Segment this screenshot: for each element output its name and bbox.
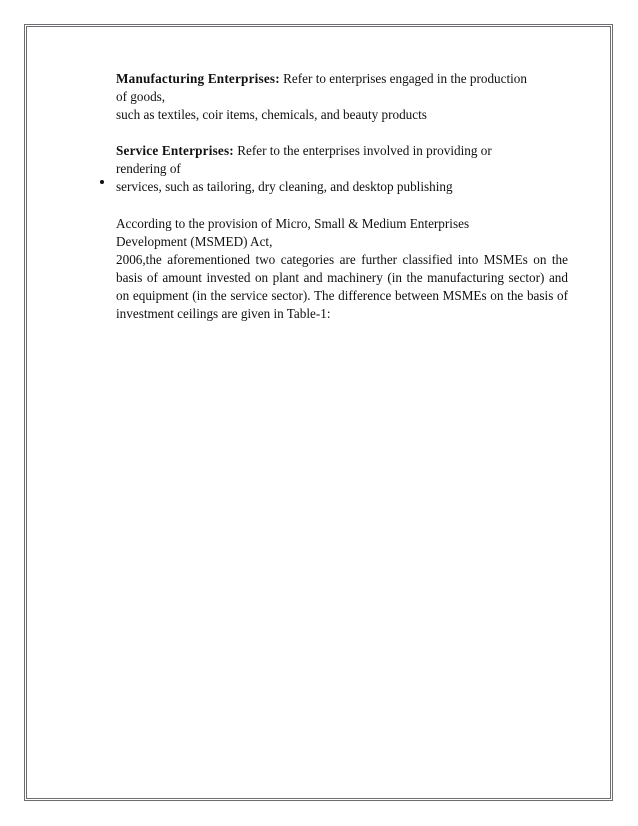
manufacturing-line-1 (116, 70, 568, 88)
document-body (116, 70, 568, 323)
service-line-1-text: Refer to the enterprises involved in providing or (233, 143, 492, 159)
manufacturing-enterprises-label: Manufacturing Enterprises: (116, 71, 280, 86)
bullet-icon (100, 180, 104, 184)
manufacturing-line-3: such as textiles, coir items, chemicals, and beauty products (116, 107, 427, 123)
msmed-body-text: 2006,the aforementioned two categories are further classified into MSMEs on the basis of amount invested on plant and machinery (in the manufacturing sector) and on equipment (in the service sector). The difference between MSMEs on the basis of investment ceilings are given in Table-1: (116, 251, 568, 322)
manufacturing-line-1-text: Refer to enterprises engaged in the production (279, 71, 527, 86)
msmed-line-1-text: According to the provision of Micro, Small & Medium Enterprises (116, 215, 470, 231)
page-sheet (24, 24, 613, 801)
service-line-2: rendering of (116, 161, 181, 177)
paragraph-manufacturing-enterprises (116, 70, 568, 124)
service-bullet-text: services, such as tailoring, dry cleaning, and desktop publishing (116, 179, 453, 195)
service-enterprises-label: Service Enterprises: (116, 143, 234, 159)
manufacturing-line-2: of goods, (116, 89, 166, 105)
msmed-line-1 (116, 215, 568, 233)
service-bullet-list-item (116, 178, 568, 196)
msmed-line-2: Development (MSMED) Act, (116, 233, 273, 249)
service-line-1 (116, 142, 568, 160)
paragraph-service-enterprises (116, 142, 568, 196)
paragraph-msmed-act (116, 215, 568, 324)
